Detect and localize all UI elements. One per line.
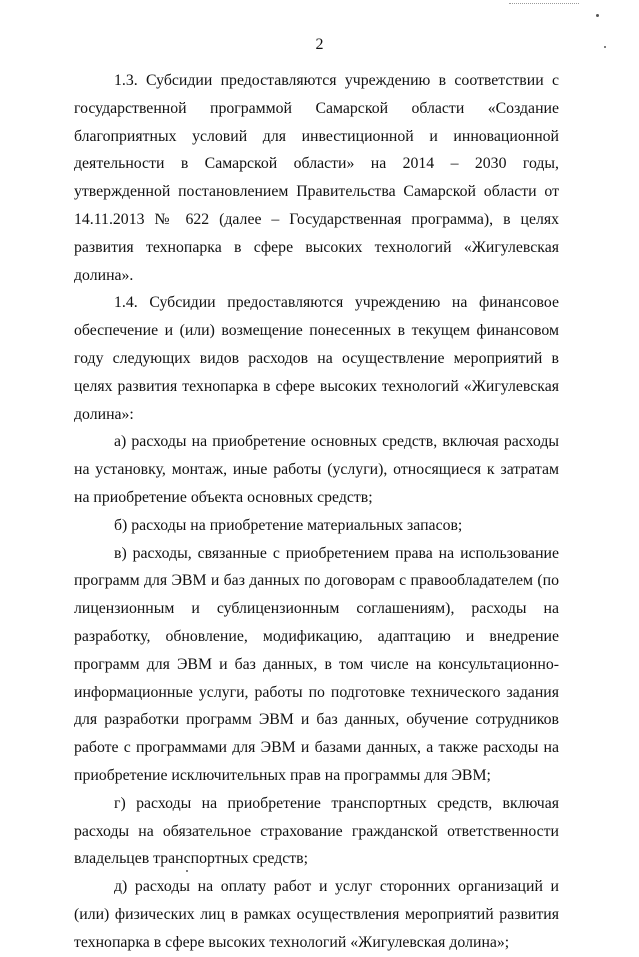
paragraph-1-3: 1.3. Субсидии предоставляются учреждению в соответствии с государственной программой Самарской области «Создание благоприятных условий для инвестиционной и инновационной деятельности в Самарской области» на 2014 – 2030 годы, утвержденной постановлением Правительства Самарской области от 14.11.2013 № 622 (далее – Государственная программа), в целях развития технопарка в сфере высоких технологий «Жигулевская долина». bbox=[74, 72, 559, 284]
list-item-v: в) расходы, связанные с приобретением права на использование программ для ЭВМ и баз данных по договорам с правообладателем (по лицензионным и сублицензионным соглашениям), расходы на разработку, обновление, модификацию, адаптацию и внедрение программ для ЭВМ и баз данных, в том числе на консультационно-информационные услуги, работы по подготовке технического задания для разработки программ ЭВМ и баз данных, обучение сотрудников работе с программами для ЭВМ и базами данных, а также расходы на приобретение исключительных прав на программы для ЭВМ; bbox=[74, 544, 559, 784]
page-number: 2 bbox=[315, 36, 324, 53]
scan-edge-mark bbox=[509, 0, 579, 4]
scan-speck bbox=[596, 14, 599, 17]
list-item-a: а) расходы на приобретение основных средств, включая расходы на установку, монтаж, иные работы (услуги), относящиеся к затратам на приобретение объекта основных средств; bbox=[74, 433, 559, 506]
document-body bbox=[74, 67, 559, 957]
list-item-d: д) расходы на оплату работ и услуг сторонних организаций и (или) физических лиц в рамках осуществления мероприятий развития технопарка в сфере высоких технологий «Жигулевская долина»; bbox=[74, 878, 559, 951]
list-item-b: б) расходы на приобретение материальных запасов; bbox=[114, 516, 463, 534]
list-item-g: г) расходы на приобретение транспортных средств, включая расходы на обязательное страхование гражданской ответственности владельцев транспортных средств; bbox=[74, 794, 559, 868]
paragraph-1-4: 1.4. Субсидии предоставляются учреждению на финансовое обеспечение и (или) возмещение понесенных в текущем финансовом году следующих видов расходов на осуществление мероприятий в целях развития технопарка в сфере высоких технологий «Жигулевская долина»: bbox=[74, 294, 559, 423]
